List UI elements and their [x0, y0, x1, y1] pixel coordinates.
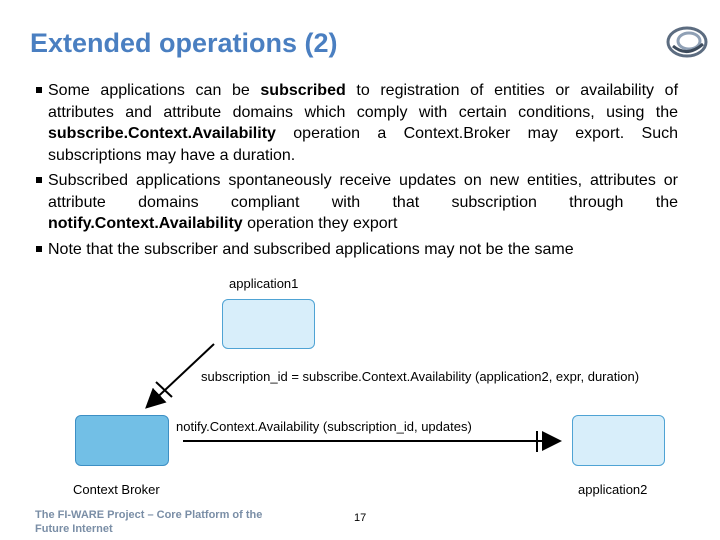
bullet-text: Some applications can be: [48, 82, 261, 99]
footer-project: The FI-WARE Project – Core Platform of the Future Internet: [35, 509, 263, 535]
bullet-text: Subscribed applications spontaneously receive updates on new entities, attributes or attribute domains compliant with that subscription through the: [48, 172, 678, 211]
subscribe-operation-label: subscription_id = subscribe.Context.Availability (application2, expr, duration): [201, 369, 640, 384]
bullet-text: operation they export: [242, 215, 398, 232]
bullet-bold-term: subscribe.Context.Availability: [48, 125, 276, 142]
bullet-bold-term: subscribed: [260, 82, 346, 99]
subscribe-arrow-tick: [156, 382, 172, 397]
bullet-bold-term: notify.Context.Availability: [48, 215, 243, 232]
slide-title: Extended operations (2): [30, 28, 338, 58]
page-number: 17: [354, 512, 367, 524]
notify-operation-label: notify.Context.Availability (subscription_id, updates): [176, 419, 472, 434]
bullet-text: Note that the subscriber and subscribed applications may not be the same: [48, 240, 574, 258]
application1-label: application1: [229, 276, 299, 291]
bullet-text: operation a Context.Broker may export. Such subscriptions may have a duration.: [48, 125, 678, 164]
bullet-text: to registration of entities or availability of attributes and attribute domains which comply with certain conditions, using the: [48, 82, 679, 121]
application2-label: application2: [578, 482, 648, 497]
context-broker-label: Context Broker: [73, 482, 160, 497]
